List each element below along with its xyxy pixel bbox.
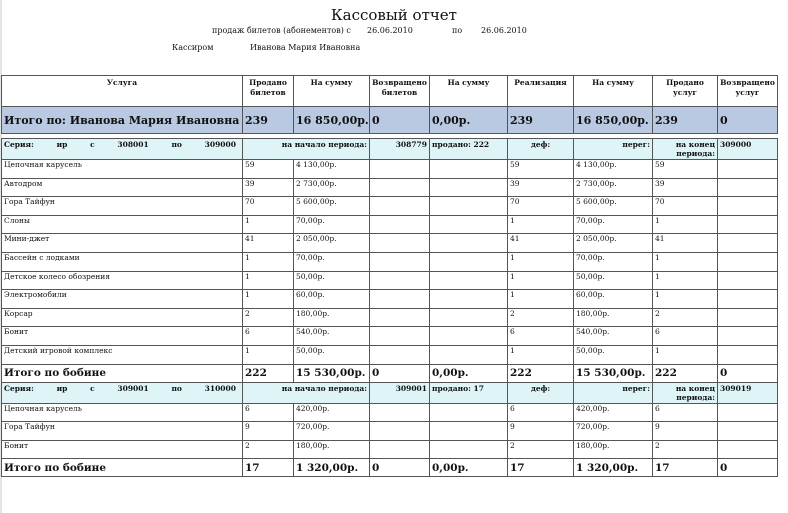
- cell-sold: 6: [243, 403, 294, 422]
- col-sold-tickets: Продано билетов: [243, 76, 294, 107]
- series-to-label: по: [171, 140, 182, 149]
- col-realization-sum: На сумму: [574, 76, 653, 107]
- series-series-code: ир: [56, 383, 68, 393]
- reel-total-cell: 0,00р.: [430, 459, 508, 477]
- cell-ret-sum: [430, 160, 508, 179]
- grand-total-cell: 0,00р.: [430, 107, 508, 134]
- cell-ret-sum: [430, 308, 508, 327]
- cashier-label: Кассиром: [172, 43, 214, 52]
- cell-real-sum: 420,00р.: [574, 403, 653, 422]
- cell-sum: 2 050,00р.: [294, 234, 370, 253]
- cell-svc-ret: [718, 271, 778, 290]
- cell-real: 6: [508, 403, 574, 422]
- cell-svc-ret: [718, 308, 778, 327]
- report-title: Кассовый отчет: [331, 6, 457, 24]
- cell-sold: 70: [243, 197, 294, 216]
- cell-sold: 1: [243, 345, 294, 364]
- cell-ret: [370, 160, 430, 179]
- start-label: на начало периода:: [281, 383, 367, 393]
- cell-sold: 1: [243, 271, 294, 290]
- cell-real: 59: [508, 160, 574, 179]
- start-label: на начало периода:: [281, 140, 367, 149]
- cell-svc-ret: [718, 215, 778, 234]
- cell-ret: [370, 215, 430, 234]
- reel-total-cell: 1 320,00р.: [574, 459, 653, 477]
- to-label: по: [452, 26, 463, 35]
- reel-total-cell: 17: [508, 459, 574, 477]
- reel-total-cell: 0: [718, 364, 778, 382]
- series-series-label: Серия:: [4, 383, 34, 393]
- table-row: [2, 271, 778, 290]
- col-returned-services: Возвращено услуг: [718, 76, 778, 107]
- reel-total-cell: 222: [508, 364, 574, 382]
- cell-sum: 4 130,00р.: [294, 160, 370, 179]
- cell-name: Детское колесо обозрения: [2, 271, 243, 290]
- series-start-value: 309001: [370, 382, 430, 403]
- cell-sold: 9: [243, 422, 294, 441]
- column-headers: [2, 76, 778, 107]
- table-row: [2, 234, 778, 253]
- cell-real: 1: [508, 290, 574, 309]
- cell-svc-ret: [718, 252, 778, 271]
- col-realization: Реализация: [508, 76, 574, 107]
- table-row: [2, 403, 778, 422]
- cell-ret-sum: [430, 290, 508, 309]
- cell-real: 6: [508, 327, 574, 346]
- cell-name: Мини-джет: [2, 234, 243, 253]
- series-from: 308001: [117, 140, 149, 149]
- cell-svc-ret: [718, 178, 778, 197]
- cell-sold: 39: [243, 178, 294, 197]
- cell-ret: [370, 403, 430, 422]
- cell-sum: 60,00р.: [294, 290, 370, 309]
- cell-svc-ret: [718, 327, 778, 346]
- series-start-value: 308779: [370, 139, 430, 160]
- cell-real-sum: 50,00р.: [574, 271, 653, 290]
- cell-svc-ret: [718, 197, 778, 216]
- series-pereg-cell: перег:: [574, 139, 653, 160]
- series-end-label: на конец периода:: [653, 139, 718, 160]
- cell-svc: 6: [653, 327, 718, 346]
- cell-ret: [370, 308, 430, 327]
- cell-sum: 180,00р.: [294, 308, 370, 327]
- cell-sold: 2: [243, 308, 294, 327]
- reel-total-row: [2, 364, 778, 382]
- cell-svc: 1: [653, 215, 718, 234]
- col-service: Услуга: [2, 76, 243, 107]
- table-row: [2, 252, 778, 271]
- cell-real-sum: 5 600,00р.: [574, 197, 653, 216]
- series-range-cell: [2, 382, 243, 403]
- cell-svc-ret: [718, 403, 778, 422]
- cell-sum: 2 730,00р.: [294, 178, 370, 197]
- grand-total-cell: 16 850,00р.: [574, 107, 653, 134]
- grand-total-cell: 16 850,00р.: [294, 107, 370, 134]
- table-row: [2, 215, 778, 234]
- cell-sum: 540,00р.: [294, 327, 370, 346]
- cell-real-sum: 70,00р.: [574, 252, 653, 271]
- cell-sold: 1: [243, 252, 294, 271]
- cell-ret-sum: [430, 440, 508, 459]
- cell-ret: [370, 271, 430, 290]
- cell-svc: 9: [653, 422, 718, 441]
- cell-ret-sum: [430, 234, 508, 253]
- reel-total-cell: 15 530,00р.: [574, 364, 653, 382]
- period-label: продаж билетов (абонементов) с: [212, 26, 351, 35]
- cell-ret-sum: [430, 327, 508, 346]
- cell-sold: 6: [243, 327, 294, 346]
- cell-svc-ret: [718, 440, 778, 459]
- cell-name: Бонит: [2, 440, 243, 459]
- cell-sum: 420,00р.: [294, 403, 370, 422]
- grand-total-cell: 239: [508, 107, 574, 134]
- cell-sum: 5 600,00р.: [294, 197, 370, 216]
- cell-sold: 59: [243, 160, 294, 179]
- col-return-sum: На сумму: [430, 76, 508, 107]
- sold-label: продано:: [432, 383, 471, 393]
- cell-svc: 6: [653, 403, 718, 422]
- cell-svc: 1: [653, 345, 718, 364]
- cell-real-sum: 4 130,00р.: [574, 160, 653, 179]
- series-sold-cell: [430, 382, 508, 403]
- date-from: 26.06.2010: [367, 26, 413, 35]
- cashier-name: Иванова Мария Ивановна: [250, 43, 361, 52]
- cell-sum: 50,00р.: [294, 271, 370, 290]
- cell-ret: [370, 440, 430, 459]
- cell-real: 70: [508, 197, 574, 216]
- cell-svc-ret: [718, 290, 778, 309]
- cell-name: Электромобили: [2, 290, 243, 309]
- reel-total-cell: 1 320,00р.: [294, 459, 370, 477]
- cell-name: Цепочная карусель: [2, 160, 243, 179]
- col-sum: На сумму: [294, 76, 370, 107]
- series-sold-cell: [430, 139, 508, 160]
- cell-svc: 1: [653, 290, 718, 309]
- reel-total-cell: 0: [370, 364, 430, 382]
- table-row: [2, 178, 778, 197]
- cell-real: 2: [508, 440, 574, 459]
- cell-real: 41: [508, 234, 574, 253]
- series-to: 310000: [204, 383, 236, 393]
- cell-sum: 50,00р.: [294, 345, 370, 364]
- cell-real: 1: [508, 252, 574, 271]
- cell-ret: [370, 345, 430, 364]
- cell-real-sum: 60,00р.: [574, 290, 653, 309]
- series-from-label: с: [90, 383, 95, 393]
- cell-real-sum: 180,00р.: [574, 308, 653, 327]
- reel-total-cell: 222: [243, 364, 294, 382]
- cell-real: 1: [508, 271, 574, 290]
- cell-real-sum: 720,00р.: [574, 422, 653, 441]
- report-table: [1, 75, 778, 477]
- series-def-cell: деф:: [508, 382, 574, 403]
- grand-total-cell: 239: [243, 107, 294, 134]
- cell-ret-sum: [430, 403, 508, 422]
- cell-name: Гора Тайфун: [2, 422, 243, 441]
- date-to: 26.06.2010: [481, 26, 527, 35]
- series-def-cell: деф:: [508, 139, 574, 160]
- series-series-label: Серия:: [4, 140, 34, 149]
- cell-sold: 1: [243, 215, 294, 234]
- series-series-code: ир: [56, 140, 68, 149]
- reel-total-cell: 0,00р.: [430, 364, 508, 382]
- grand-total-label: Итого по: Иванова Мария Ивановна: [2, 107, 243, 134]
- cell-ret: [370, 327, 430, 346]
- series-info-row: [2, 382, 778, 403]
- cell-sum: 180,00р.: [294, 440, 370, 459]
- cell-real: 1: [508, 215, 574, 234]
- table-row: [2, 290, 778, 309]
- cell-ret-sum: [430, 345, 508, 364]
- series-range: [4, 384, 240, 393]
- sold-label: продано:: [432, 140, 471, 149]
- series-from: 309001: [117, 383, 149, 393]
- cell-sold: 2: [243, 440, 294, 459]
- cell-name: Гора Тайфун: [2, 197, 243, 216]
- sold-value: 222: [473, 140, 490, 149]
- reel-total-cell: 17: [243, 459, 294, 477]
- cell-ret: [370, 290, 430, 309]
- series-to-label: по: [171, 383, 182, 393]
- cell-real-sum: 2 730,00р.: [574, 178, 653, 197]
- cell-real: 39: [508, 178, 574, 197]
- reel-total-cell: 17: [653, 459, 718, 477]
- cell-name: Слоны: [2, 215, 243, 234]
- cell-svc: 39: [653, 178, 718, 197]
- cell-name: Бассейн с лодками: [2, 252, 243, 271]
- cell-svc-ret: [718, 422, 778, 441]
- cell-ret-sum: [430, 252, 508, 271]
- cell-sold: 41: [243, 234, 294, 253]
- series-range-cell: [2, 139, 243, 160]
- table-row: [2, 345, 778, 364]
- cell-real-sum: 50,00р.: [574, 345, 653, 364]
- cell-name: Цепочная карусель: [2, 403, 243, 422]
- cell-svc-ret: [718, 234, 778, 253]
- cell-svc-ret: [718, 160, 778, 179]
- series-pereg-cell: перег:: [574, 382, 653, 403]
- cell-sold: 1: [243, 290, 294, 309]
- cell-ret-sum: [430, 178, 508, 197]
- table-row: [2, 422, 778, 441]
- cell-svc: 70: [653, 197, 718, 216]
- series-range: [4, 140, 240, 149]
- table-row: [2, 308, 778, 327]
- series-end-value: 309000: [718, 139, 778, 160]
- cell-real: 1: [508, 345, 574, 364]
- cell-name: Бонит: [2, 327, 243, 346]
- cell-ret: [370, 178, 430, 197]
- cell-real-sum: 180,00р.: [574, 440, 653, 459]
- cell-real: 2: [508, 308, 574, 327]
- reel-total-row: [2, 459, 778, 477]
- cell-name: Детский игровой комплекс: [2, 345, 243, 364]
- series-info-row: [2, 139, 778, 160]
- cell-real-sum: 70,00р.: [574, 215, 653, 234]
- cell-svc: 1: [653, 271, 718, 290]
- table-row: [2, 327, 778, 346]
- cell-ret: [370, 197, 430, 216]
- cell-svc: 2: [653, 308, 718, 327]
- reel-total-label: Итого по бобине: [2, 459, 243, 477]
- grand-total-cell: 0: [370, 107, 430, 134]
- cell-ret: [370, 422, 430, 441]
- cell-ret: [370, 234, 430, 253]
- table-row: [2, 197, 778, 216]
- table-row: [2, 440, 778, 459]
- col-returned-tickets: Возвращено билетов: [370, 76, 430, 107]
- series-end-value: 309019: [718, 382, 778, 403]
- sold-value: 17: [473, 383, 484, 393]
- cell-ret-sum: [430, 215, 508, 234]
- reel-total-label: Итого по бобине: [2, 364, 243, 382]
- reel-total-cell: 15 530,00р.: [294, 364, 370, 382]
- series-to: 309000: [204, 140, 236, 149]
- cell-svc: 59: [653, 160, 718, 179]
- cell-real-sum: 540,00р.: [574, 327, 653, 346]
- cell-svc: 1: [653, 252, 718, 271]
- col-sold-services: Продано услуг: [653, 76, 718, 107]
- cell-name: Автодром: [2, 178, 243, 197]
- reel-total-cell: 0: [370, 459, 430, 477]
- cell-ret-sum: [430, 422, 508, 441]
- cell-ret: [370, 252, 430, 271]
- cell-name: Корсар: [2, 308, 243, 327]
- series-from-label: с: [90, 140, 95, 149]
- grand-total-cell: 0: [718, 107, 778, 134]
- grand-total-row: [2, 107, 778, 134]
- cell-real-sum: 2 050,00р.: [574, 234, 653, 253]
- cell-svc-ret: [718, 345, 778, 364]
- cell-ret-sum: [430, 271, 508, 290]
- cell-sum: 70,00р.: [294, 252, 370, 271]
- cell-svc: 41: [653, 234, 718, 253]
- cell-sum: 70,00р.: [294, 215, 370, 234]
- table-row: [2, 160, 778, 179]
- cell-sum: 720,00р.: [294, 422, 370, 441]
- report-header: [0, 0, 788, 70]
- series-start-cell: [243, 382, 370, 403]
- cell-ret-sum: [430, 197, 508, 216]
- cell-real: 9: [508, 422, 574, 441]
- reel-total-cell: 222: [653, 364, 718, 382]
- cell-svc: 2: [653, 440, 718, 459]
- series-start-cell: [243, 139, 370, 160]
- reel-total-cell: 0: [718, 459, 778, 477]
- grand-total-cell: 239: [653, 107, 718, 134]
- series-end-label: на конец периода:: [653, 382, 718, 403]
